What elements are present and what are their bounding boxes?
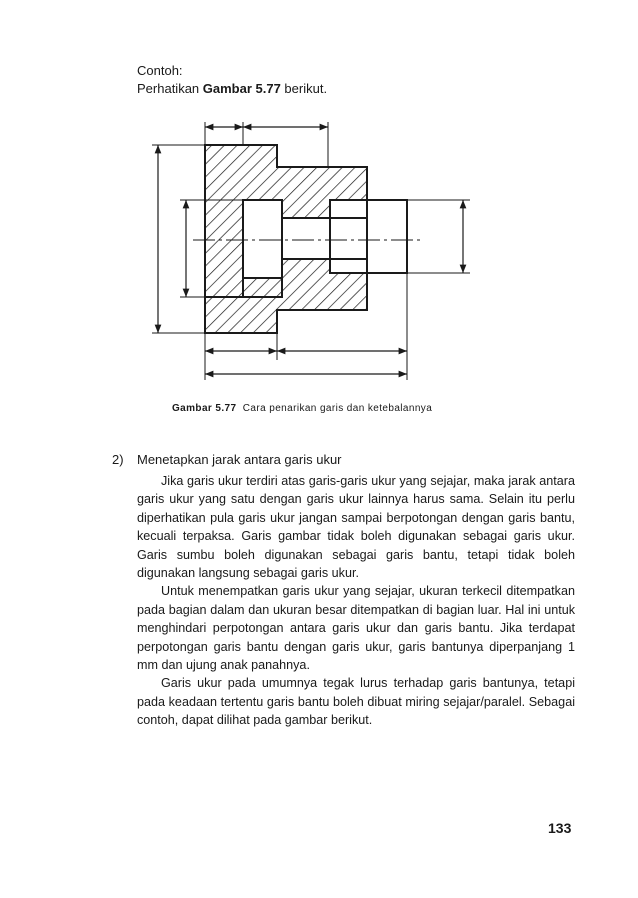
intro-block	[137, 62, 327, 98]
page-number: 133	[548, 820, 572, 836]
figure-caption	[172, 403, 432, 414]
intro-label: Contoh:	[137, 63, 183, 78]
extension-lines	[152, 122, 470, 380]
intro-suffix: berikut.	[280, 81, 328, 96]
intro-sentence	[137, 80, 327, 98]
caption-text: Cara penarikan garis dan ketebalannya	[242, 403, 433, 414]
section-number: 2)	[112, 452, 124, 467]
technical-drawing	[140, 110, 480, 385]
dimension-lines	[158, 127, 463, 374]
section-body	[137, 472, 575, 730]
paragraph: Garis ukur pada umumnya tegak lurus terhadap garis bantunya, tetapi pada keadaan tertentu garis bantu boleh dibuat miring sejajar/paralel. Sebagai contoh, dapat dilihat pada gambar berikut.	[137, 676, 575, 728]
paragraph: Untuk menempatkan garis ukur yang sejajar, ukuran terkecil ditempatkan pada bagian dalam dan ukuran besar ditempatkan di bagian luar. Hal ini untuk menghindari perpotongan antara garis ukur dan garis bantu. Jika terdapat perpotongan garis bantu dengan garis ukur, garis bantunya diperpanjang 1 mm dan ujung anak panahnya.	[137, 584, 575, 673]
intro-prefix: Perhatikan	[137, 81, 203, 96]
caption-label: Gambar 5.77	[172, 403, 237, 414]
paragraph: Jika garis ukur terdiri atas garis-garis ukur yang sejajar, maka jarak antara garis ukur yang satu dengan garis ukur lainnya harus sama. Selain itu perlu diperhatikan pula garis ukur jangan sampai berpotongan dengan garis bantu, kecuali terpaksa. Garis gambar tidak boleh digunakan sebagai garis ukur. Garis sumbu boleh digunakan sebagai garis bantu, tetapi tidak boleh digunakan langsung sebagai garis ukur.	[137, 474, 575, 581]
section-heading: Menetapkan jarak antara garis ukur	[137, 452, 342, 467]
figure-reference: Gambar 5.77	[202, 81, 281, 96]
hatched-section	[205, 145, 367, 333]
